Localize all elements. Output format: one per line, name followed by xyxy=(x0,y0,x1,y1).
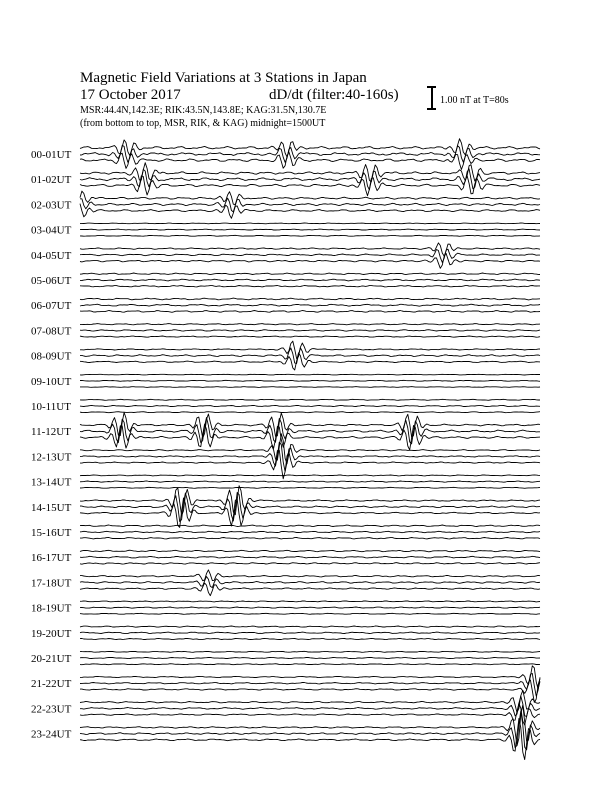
trace-kag xyxy=(80,666,540,690)
trace-msr xyxy=(80,703,540,725)
hour-label: 18-19UT xyxy=(31,602,72,615)
trace-rik xyxy=(80,405,540,406)
trace-msr xyxy=(80,563,540,565)
hour-label: 01-02UT xyxy=(31,174,72,187)
hour-label: 13-14UT xyxy=(31,476,72,489)
hour-label: 04-05UT xyxy=(31,249,72,262)
trace-rik xyxy=(80,380,540,381)
trace-kag xyxy=(80,412,540,438)
hour-label: 03-04UT xyxy=(31,224,72,237)
hour-label: 05-06UT xyxy=(31,275,72,287)
trace-msr xyxy=(80,583,540,596)
hour-label: 15-16UT xyxy=(31,527,72,539)
trace-rik xyxy=(80,711,540,750)
scale-bar-label: 1.00 nT at T=80s xyxy=(440,95,509,106)
chart-date: 17 October 2017 xyxy=(80,87,181,103)
trace-kag xyxy=(80,324,540,325)
trace-kag xyxy=(80,690,540,712)
trace-rik xyxy=(80,492,540,521)
hour-label: 14-15UT xyxy=(31,501,72,514)
hour-label: 10-11UT xyxy=(31,401,71,413)
trace-rik xyxy=(80,632,540,634)
hour-label: 02-03UT xyxy=(31,199,72,212)
trace-msr xyxy=(80,679,540,703)
hour-label: 19-20UT xyxy=(31,627,72,640)
trace-msr xyxy=(80,235,540,236)
station-coordinates: MSR:44.4N,142.3E; RIK:43.5N,143.8E; KAG:31.5N,130.7E xyxy=(80,105,327,116)
hour-label: 16-17UT xyxy=(31,552,72,565)
trace-rik xyxy=(80,442,540,471)
chart-component: dD/dt (filter:40-160s) xyxy=(269,87,399,103)
trace-msr xyxy=(80,719,540,760)
trace-kag xyxy=(80,273,540,275)
hour-label: 22-23UT xyxy=(31,703,72,716)
hour-label: 00-01UT xyxy=(31,149,72,161)
chart-title: Magnetic Field Variations at 3 Stations in Japan xyxy=(80,70,367,86)
hour-label: 07-08UT xyxy=(31,325,72,338)
trace-msr xyxy=(80,387,540,388)
hour-label: 08-09UT xyxy=(31,350,72,363)
trace-kag xyxy=(80,399,540,400)
trace-kag xyxy=(80,298,540,300)
hour-label: 11-12UT xyxy=(31,426,71,439)
trace-msr xyxy=(80,450,540,479)
hour-label: 21-22UT xyxy=(31,678,72,691)
hour-label: 06-07UT xyxy=(31,300,72,313)
trace-kag xyxy=(80,550,540,552)
trace-msr xyxy=(80,538,540,539)
trace-rik xyxy=(80,607,540,608)
trace-kag xyxy=(80,626,540,627)
trace-rik xyxy=(80,304,540,306)
hour-label: 23-24UT xyxy=(31,728,72,741)
trace-rik xyxy=(80,556,540,558)
trace-kag xyxy=(80,243,540,256)
trace-kag xyxy=(80,601,540,602)
trace-rik xyxy=(80,577,540,588)
trace-order-note: (from bottom to top, MSR, RIK, & KAG) midnight=1500UT xyxy=(80,118,326,129)
trace-msr xyxy=(80,613,540,614)
trace-kag xyxy=(80,486,540,516)
trace-rik xyxy=(80,418,540,444)
trace-kag xyxy=(80,525,540,527)
trace-kag xyxy=(80,223,540,224)
hour-label: 17-18UT xyxy=(31,577,72,590)
trace-msr xyxy=(80,498,540,528)
trace-msr xyxy=(80,487,540,488)
trace-msr xyxy=(80,286,540,287)
trace-msr xyxy=(80,412,540,413)
trace-kag xyxy=(80,374,540,375)
trace-msr xyxy=(80,336,540,337)
trace-msr xyxy=(80,311,540,313)
trace-msr xyxy=(80,424,540,450)
trace-rik xyxy=(80,696,540,717)
hour-label: 09-10UT xyxy=(31,375,72,388)
trace-rik xyxy=(80,279,540,281)
trace-msr xyxy=(80,638,540,639)
trace-rik xyxy=(80,330,540,332)
trace-rik xyxy=(80,481,540,482)
trace-kag xyxy=(80,651,540,652)
trace-rik xyxy=(80,229,540,230)
trace-kag xyxy=(80,434,540,464)
trace-msr xyxy=(80,664,540,665)
trace-msr xyxy=(80,204,540,219)
hour-label: 12-13UT xyxy=(31,451,72,464)
trace-kag xyxy=(80,475,540,476)
trace-rik xyxy=(80,657,540,658)
trace-kag xyxy=(80,570,540,581)
trace-rik xyxy=(80,531,540,532)
hour-label: 20-21UT xyxy=(31,653,72,665)
